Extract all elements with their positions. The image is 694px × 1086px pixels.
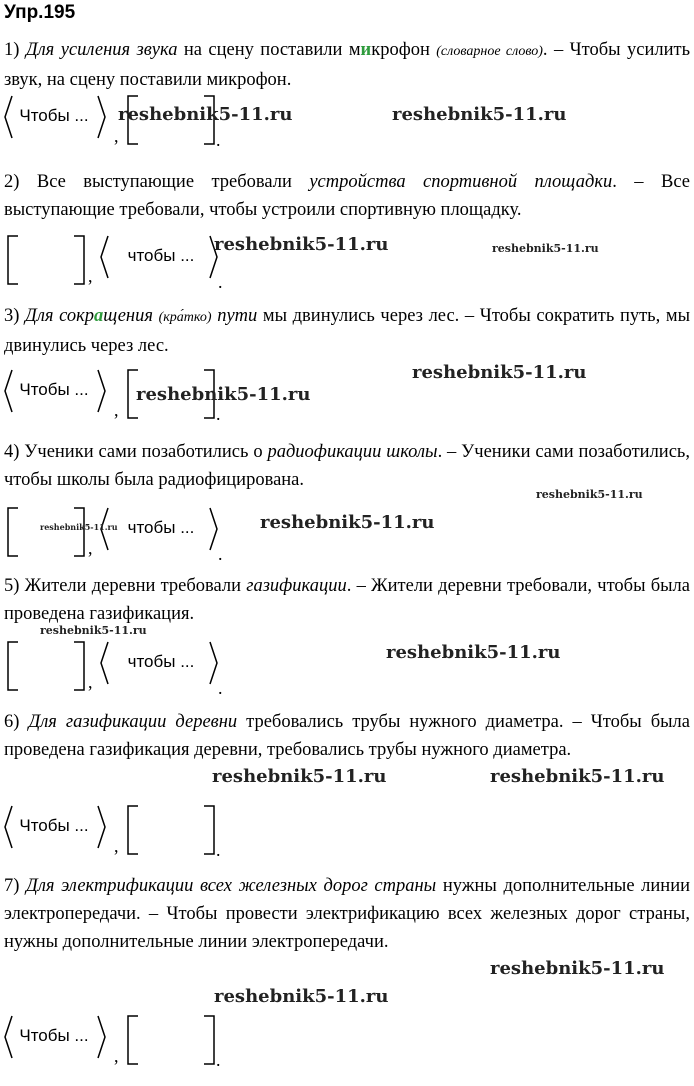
watermark: reshebnik5-11.ru [136, 384, 311, 405]
scheme-5: , чтобы ... . [0, 642, 300, 702]
exercise-title: Упр.195 [4, 2, 76, 23]
watermark: reshebnik5-11.ru [536, 488, 643, 501]
watermark: reshebnik5-11.ru [214, 986, 389, 1007]
sentence-4: 4) Ученики сами позаботились о радиофикации школы. – Ученики сами позаботились, чтобы школы была радиофицирована. [4, 442, 690, 490]
watermark: reshebnik5-11.ru [118, 104, 293, 125]
subordinate-clause-bracket: Чтобы ... [2, 370, 86, 412]
watermark: reshebnik5-11.ru [492, 242, 599, 255]
subordinate-clause-bracket: Чтобы ... [2, 806, 86, 848]
subordinate-clause-bracket: Чтобы ... [2, 96, 86, 138]
main-clause-bracket [6, 642, 90, 684]
scheme-7: Чтобы ... , . [0, 1016, 300, 1076]
watermark: reshebnik5-11.ru [40, 624, 147, 637]
subordinate-clause-bracket: Чтобы ... [2, 1016, 86, 1058]
watermark: reshebnik5-11.ru [40, 522, 118, 532]
scheme-3: Чтобы ... , . [0, 370, 300, 430]
sentence-2: 2) Все выступающие требовали устройства спортивной площадки. – Все выступающие требовали, чтобы устроили спортивную площадку. [4, 172, 690, 220]
sentence-1: 1) Для усиления звука на сцену поставили микрофон (словарное слово). – Чтобы усилить звук, на сцену поставили микрофон. [4, 40, 691, 90]
watermark: reshebnik5-11.ru [412, 362, 587, 383]
sentence-7: 7) Для электрификации всех железных дорог страны нужны дополнительные линии электропередачи. – Чтобы провести электрификацию всех железных дорог страны, нужны дополнительные линии электропередачи. [4, 876, 690, 952]
watermark: reshebnik5-11.ru [490, 766, 665, 787]
main-clause-bracket [6, 236, 90, 278]
main-clause-bracket [126, 806, 216, 848]
sentence-6: 6) Для газификации деревни требовались трубы нужного диаметра. – Чтобы была проведена газификация деревни, требовались трубы нужного диаметра. [4, 712, 690, 760]
watermark: reshebnik5-11.ru [214, 234, 389, 255]
scheme-6: Чтобы ... , . [0, 806, 300, 866]
main-clause-bracket [126, 1016, 216, 1058]
scheme-2: , чтобы ... . [0, 236, 300, 296]
scheme-1: Чтобы ... , . [0, 96, 300, 156]
watermark: reshebnik5-11.ru [392, 104, 567, 125]
subordinate-clause-bracket: чтобы ... [98, 642, 224, 684]
scheme-4: , чтобы ... . [0, 508, 300, 568]
subordinate-clause-bracket: чтобы ... [98, 508, 224, 550]
watermark: reshebnik5-11.ru [260, 512, 435, 533]
watermark: reshebnik5-11.ru [490, 958, 665, 979]
sentence-5: 5) Жители деревни требовали газификации. – Жители деревни требовали, чтобы была проведена газификация. [4, 576, 690, 624]
sentence-3: 3) Для сокращения (кра́тко) пути мы двинулись через лес. – Чтобы сократить путь, мы двинулись через лес. [4, 306, 691, 356]
subordinate-clause-bracket: чтобы ... [98, 236, 224, 278]
watermark: reshebnik5-11.ru [386, 642, 561, 663]
watermark: reshebnik5-11.ru [212, 766, 387, 787]
